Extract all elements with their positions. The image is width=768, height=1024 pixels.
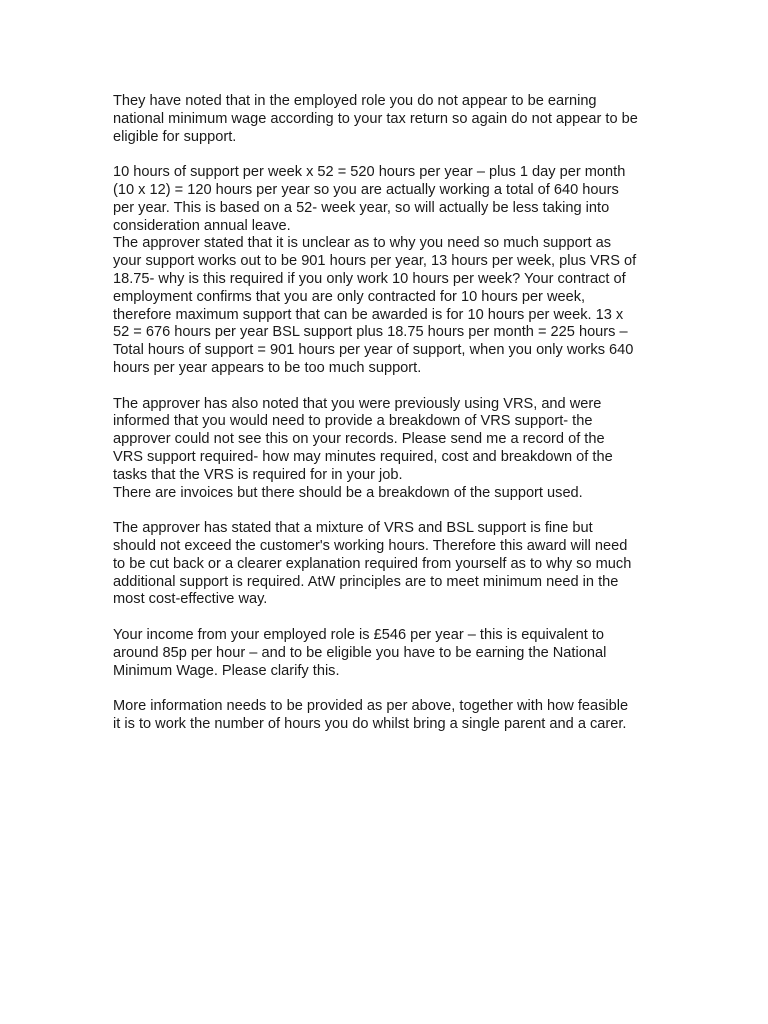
text-line: most cost-effective way. xyxy=(113,591,268,608)
text-line: Your income from your employed role is £546 per year – this is equivalent to xyxy=(113,626,605,643)
text-line: national minimum wage according to your tax return so again do not appear to be xyxy=(113,110,638,127)
paragraph-income-clarification xyxy=(113,627,673,680)
paragraph-more-information xyxy=(113,698,673,734)
text-line: Total hours of support = 901 hours per year of support, when you only works 640 xyxy=(113,342,634,359)
paragraph-minimum-wage-note xyxy=(113,93,673,146)
document-body xyxy=(113,93,673,751)
text-line: therefore maximum support that can be awarded is for 10 hours per week. 13 x xyxy=(113,306,624,323)
paragraph-hours-calculation xyxy=(113,164,673,235)
text-line: eligible for support. xyxy=(113,128,237,145)
text-line: per year. This is based on a 52- week year, so will actually be less taking into xyxy=(113,199,610,216)
text-line: The approver stated that it is unclear as to why you need so much support as xyxy=(113,235,612,252)
text-line: There are invoices but there should be a breakdown of the support used. xyxy=(113,484,583,501)
text-line: 18.75- why is this required if you only work 10 hours per week? Your contract of xyxy=(113,270,626,287)
text-line: should not exceed the customer's working hours. Therefore this award will need xyxy=(113,537,628,554)
paragraph-vrs-breakdown xyxy=(113,396,673,485)
text-line: hours per year appears to be too much support. xyxy=(113,359,422,376)
text-line: your support works out to be 901 hours per year, 13 hours per week, plus VRS of xyxy=(113,253,637,270)
paragraph-invoices-note xyxy=(113,485,673,503)
text-line: The approver has also noted that you were previously using VRS, and were xyxy=(113,395,602,412)
text-line: employment confirms that you are only contracted for 10 hours per week, xyxy=(113,288,586,305)
text-line: 10 hours of support per week x 52 = 520 hours per year – plus 1 day per month xyxy=(113,164,626,181)
text-line: tasks that the VRS is required for in your job. xyxy=(113,466,403,483)
text-line: additional support is required. AtW principles are to meet minimum need in the xyxy=(113,573,619,590)
text-line: VRS support required- how may minutes required, cost and breakdown of the xyxy=(113,448,613,465)
paragraph-vrs-bsl-mixture xyxy=(113,520,673,609)
text-line: (10 x 12) = 120 hours per year so you are actually working a total of 640 hours xyxy=(113,181,619,198)
text-line: around 85p per hour – and to be eligible you have to be earning the National xyxy=(113,644,607,661)
text-line: The approver has stated that a mixture of VRS and BSL support is fine but xyxy=(113,520,593,537)
text-line: More information needs to be provided as per above, together with how feasible xyxy=(113,698,629,715)
text-line: it is to work the number of hours you do whilst bring a single parent and a carer. xyxy=(113,715,627,732)
text-line: Minimum Wage. Please clarify this. xyxy=(113,662,340,679)
text-line: informed that you would need to provide a breakdown of VRS support- the xyxy=(113,413,593,430)
paragraph-approver-support-hours xyxy=(113,235,673,377)
text-line: consideration annual leave. xyxy=(113,217,291,234)
text-line: 52 = 676 hours per year BSL support plus 18.75 hours per month = 225 hours – xyxy=(113,324,628,341)
text-line: to be cut back or a clearer explanation required from yourself as to why so much xyxy=(113,555,632,572)
text-line: They have noted that in the employed role you do not appear to be earning xyxy=(113,93,597,109)
text-line: approver could not see this on your records. Please send me a record of the xyxy=(113,431,605,448)
